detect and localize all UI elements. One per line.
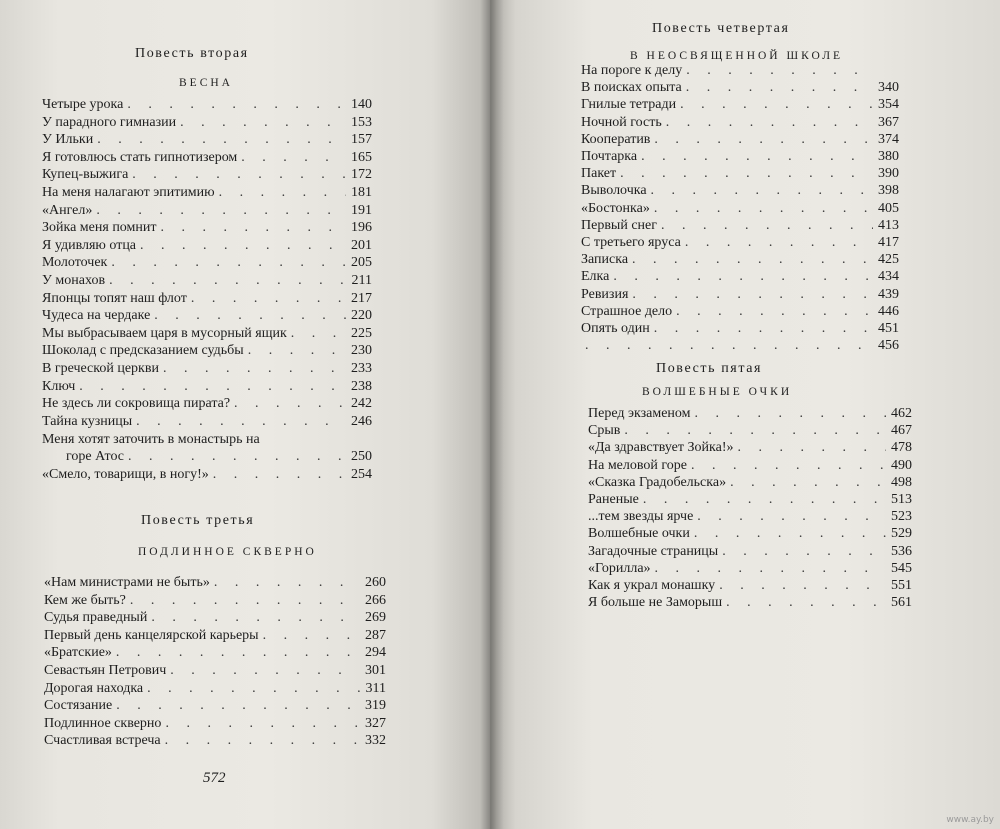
toc-entry (42, 431, 372, 465)
toc-entry-title: Кем же быть? (44, 592, 126, 608)
leader-dots (655, 561, 886, 577)
toc-entry (42, 220, 372, 236)
leader-dots (691, 458, 886, 474)
leader-dots (726, 595, 886, 611)
leader-dots (585, 338, 873, 354)
leader-dots (291, 326, 346, 342)
toc-entry-page: 446 (878, 303, 899, 319)
toc-entry-title: Меня хотят заточить в монастырь на (42, 432, 260, 448)
part2-heading: Повесть вторая (135, 46, 249, 61)
leader-dots (241, 150, 346, 166)
leader-dots (722, 544, 886, 560)
toc-entry (588, 406, 912, 422)
toc-entry-page: 462 (891, 406, 912, 421)
leader-dots (165, 733, 360, 749)
toc-entry-page: 545 (891, 560, 912, 576)
toc-entry (42, 97, 372, 113)
leader-dots (163, 361, 346, 377)
toc-entry-page: 157 (351, 132, 372, 148)
toc-entry-page: 490 (891, 457, 912, 473)
leader-dots (140, 238, 346, 254)
leader-dots (180, 115, 346, 131)
leader-dots (132, 167, 346, 183)
toc-entry-title: Загадочные страницы (588, 543, 719, 559)
toc-entry (42, 185, 372, 201)
toc-entry-title: Судья праведный (44, 610, 148, 626)
leader-dots (685, 235, 873, 251)
leader-dots (161, 220, 346, 236)
part4-subtitle: В НЕОСВЯЩЕННОЙ ШКОЛЕ (630, 50, 844, 62)
toc-entry-title: Ключ (42, 378, 76, 394)
toc-entry-title: Севастьян Петрович (44, 663, 167, 678)
toc-entry (42, 238, 372, 254)
part2-subtitle: ВЕСНА (179, 77, 233, 89)
toc-entry-title: Кооператив (581, 131, 651, 147)
toc-entry-page: 398 (878, 183, 899, 199)
toc-entry-title: Как я украл монашку (588, 578, 716, 593)
toc-entry-title: Перед экзаменом (588, 406, 691, 421)
toc-entry-page: 201 (351, 237, 372, 253)
leader-dots (686, 63, 873, 79)
leader-dots (643, 492, 886, 508)
toc-entry-page: 467 (891, 423, 912, 439)
toc-entry (42, 414, 372, 430)
toc-entry-title: Ревизия (581, 286, 629, 302)
toc-entry (42, 203, 372, 219)
toc-entry (42, 361, 372, 377)
toc-entry-page: 327 (365, 715, 386, 731)
leader-dots (128, 448, 346, 465)
toc-entry (42, 396, 372, 412)
leader-dots (127, 97, 346, 113)
toc-entry-page: 374 (878, 131, 899, 147)
toc-entry (588, 458, 912, 474)
toc-entry-title: Шоколад с предсказанием судьбы (42, 343, 244, 359)
toc-entry-title: Состязание (44, 698, 113, 714)
leader-dots (654, 201, 873, 217)
leader-dots (147, 681, 360, 697)
toc-entry (44, 698, 386, 714)
leader-dots (632, 287, 873, 303)
toc-entry-page: 220 (351, 308, 372, 324)
toc-entry-page: 529 (891, 526, 912, 542)
toc-entry-title: Первый день канцелярской карьеры (44, 627, 259, 643)
leader-dots (632, 252, 873, 268)
leader-dots (234, 396, 346, 412)
toc-entry-page: 451 (878, 321, 899, 336)
toc-entry-page: 413 (878, 217, 899, 233)
leader-dots (694, 526, 886, 542)
toc-entry-page: 478 (891, 440, 912, 456)
right-page (490, 0, 1000, 829)
toc-entry-title: Ночной гость (581, 114, 662, 130)
leader-dots (680, 97, 873, 113)
leader-dots (654, 132, 873, 148)
part4-heading: Повесть четвертая (652, 21, 790, 36)
part5-heading: Повесть пятая (656, 361, 763, 376)
toc-entry-title: Я больше не Заморыш (588, 595, 723, 611)
toc-entry-title: Молоточек (42, 255, 108, 271)
toc-entry (44, 681, 386, 697)
leader-dots (116, 698, 360, 714)
toc-entry-title: С третьего яруса (581, 235, 681, 250)
toc-entry-page: 354 (878, 97, 899, 113)
toc-entry-title: У парадного гимназии (42, 114, 177, 130)
toc-entry (581, 287, 899, 303)
toc-entry (44, 575, 386, 591)
toc-entry-title: ...тем звезды ярче (588, 509, 694, 525)
toc-entry-title: Дорогая находка (44, 680, 144, 696)
toc-entry-page: 380 (878, 149, 899, 164)
toc-entry (44, 628, 386, 644)
toc-entry (42, 308, 372, 324)
toc-entry-title: Чудеса на чердаке (42, 308, 151, 324)
toc-entry-page: 301 (365, 663, 386, 678)
part3-subtitle: ПОДЛИННОЕ СКВЕРНО (138, 546, 317, 558)
leader-dots (695, 406, 886, 422)
toc-entry-title: Я удивляю отца (42, 237, 137, 253)
toc-entry-page: 269 (365, 610, 386, 626)
toc-entry (581, 97, 899, 113)
leader-dots (654, 321, 873, 337)
toc-entry (588, 509, 912, 525)
toc-entry-page: 319 (365, 698, 386, 714)
toc-entry (588, 423, 912, 439)
toc-entry-title: Опять один (581, 321, 650, 336)
leader-dots (738, 440, 887, 456)
toc-entry-page: 390 (878, 166, 899, 182)
leader-dots (661, 218, 873, 234)
toc-entry-page: 217 (351, 290, 372, 306)
toc-entry (581, 218, 899, 234)
toc-entry-title: Елка (581, 269, 610, 285)
toc-entry-title: Первый снег (581, 217, 657, 233)
toc-entry (42, 150, 372, 166)
leader-dots (719, 578, 886, 594)
leader-dots (214, 575, 360, 591)
toc-entry-page: 551 (891, 578, 912, 593)
toc-entry-page: 254 (351, 466, 372, 482)
leader-dots (263, 628, 360, 644)
toc-entry (42, 132, 372, 148)
toc-entry-title: «Да здравствует Зойка!» (588, 440, 734, 456)
toc-entry (581, 183, 899, 199)
toc-entry (581, 201, 899, 217)
toc-entry-title: «Нам министрами не быть» (44, 575, 210, 590)
toc-entry (588, 526, 912, 542)
toc-entry-title: Четыре урока (42, 97, 124, 112)
leader-dots (165, 716, 360, 732)
leader-dots (79, 379, 346, 395)
toc-entry (588, 492, 912, 508)
toc-entry-page: 332 (365, 733, 386, 749)
toc-entry-page: 266 (365, 592, 386, 608)
leader-dots (697, 509, 886, 525)
leader-dots (191, 291, 346, 307)
toc-entry-title: Почтарка (581, 149, 638, 164)
toc-entry-page: 425 (878, 252, 899, 268)
part3-heading: Повесть третья (141, 513, 255, 528)
toc-entry (44, 593, 386, 609)
toc-entry-page: 523 (891, 509, 912, 525)
toc-entry-title: Купец-выжига (42, 167, 129, 183)
toc-entry-page: 287 (365, 627, 386, 643)
toc-entry-title: Зойка меня помнит (42, 220, 157, 236)
toc-entry-title-cont: горе Атос (66, 449, 125, 465)
toc-entry-title: «Смело, товарищи, в ногу!» (42, 466, 209, 482)
toc-entry (581, 252, 899, 268)
leader-dots (651, 183, 873, 199)
leader-dots (151, 610, 360, 626)
toc-entry (581, 166, 899, 182)
toc-entry-title: «Ангел» (42, 202, 93, 218)
toc-entry (588, 440, 912, 456)
toc-entry-page: 140 (351, 97, 372, 112)
toc-entry-page: 172 (351, 167, 372, 183)
toc-entry (581, 63, 899, 79)
toc-entry (44, 645, 386, 661)
toc-entry (588, 578, 912, 594)
toc-entry-title: У монахов (42, 273, 106, 288)
toc-entry-title: «Сказка Градобельска» (588, 474, 727, 490)
part5-subtitle: ВОЛШЕБНЫЕ ОЧКИ (642, 386, 793, 398)
watermark: www.ay.by (946, 815, 994, 825)
toc-entry-page: 260 (365, 575, 386, 590)
leader-dots (154, 308, 346, 324)
leader-dots (136, 414, 346, 430)
toc-entry-page: 294 (365, 645, 386, 661)
toc-entry-page: 225 (351, 325, 372, 341)
toc-entry-title: Мы выбрасываем царя в мусорный ящик (42, 325, 287, 341)
toc-entry (581, 80, 899, 96)
toc-entry-title: «Братские» (44, 645, 112, 661)
toc-entry-page: 367 (878, 114, 899, 130)
toc-entry-title: Тайна кузницы (42, 413, 133, 429)
leader-dots (170, 663, 360, 679)
toc-entry-page: 439 (878, 286, 899, 302)
toc-entry-title: В греческой церкви (42, 361, 159, 376)
toc-entry (588, 595, 912, 611)
toc-entry (588, 561, 912, 577)
toc-entry-page: 340 (878, 80, 899, 96)
toc-entry-page: 242 (351, 396, 372, 412)
toc-entry-page: 561 (891, 595, 912, 611)
toc-entry-title: На меня налагают эпитимию (42, 185, 215, 200)
toc-entry-page: 513 (891, 492, 912, 507)
leader-dots (97, 132, 346, 148)
toc-entry-title: Подлинное скверно (44, 715, 162, 731)
leader-dots (219, 185, 346, 201)
toc-entry-title: Пакет (581, 166, 617, 182)
leader-dots (666, 115, 873, 131)
leader-dots (620, 166, 873, 182)
toc-entry-title: Выволочка (581, 183, 647, 199)
leader-dots (676, 304, 873, 320)
leader-dots (116, 645, 360, 661)
toc-entry (42, 379, 372, 395)
toc-entry (581, 304, 899, 320)
toc-entry-page: 498 (891, 474, 912, 490)
toc-entry-page: 246 (351, 413, 372, 429)
toc-entry-page: 405 (878, 200, 899, 216)
leader-dots (624, 423, 886, 439)
toc-entry-page: 434 (878, 269, 899, 285)
toc-entry (44, 663, 386, 679)
toc-entry (588, 475, 912, 491)
toc-entry-page: 191 (351, 202, 372, 218)
toc-entry-page: 233 (351, 361, 372, 376)
toc-entry (42, 467, 372, 483)
leader-dots (109, 273, 346, 289)
toc-entry-title: Срыв (588, 423, 621, 439)
toc-entry (44, 716, 386, 732)
toc-entry-title: На пороге к делу (581, 63, 683, 78)
left-page (0, 0, 490, 829)
leader-dots (111, 255, 346, 271)
toc-entry (42, 291, 372, 307)
toc-entry-title: У Ильки (42, 132, 94, 148)
toc-entry-page: 250 (351, 449, 372, 465)
toc-entry-page: 181 (351, 185, 372, 200)
toc-entry-page: 238 (351, 378, 372, 394)
book-gutter (480, 0, 504, 829)
toc-entry (42, 273, 372, 289)
toc-entry-title: Волшебные очки (588, 526, 690, 542)
leader-dots (96, 203, 346, 219)
toc-entry (581, 269, 899, 285)
page-number: 572 (203, 770, 226, 786)
toc-entry-page: 165 (351, 149, 372, 165)
toc-entry-page: 456 (878, 338, 899, 354)
toc-entry-title: Раненые (588, 492, 639, 507)
toc-entry-page: 153 (351, 114, 372, 130)
toc-entry-title: Страшное дело (581, 303, 673, 319)
toc-entry-page: 205 (351, 255, 372, 271)
toc-entry-title: На меловой горе (588, 457, 687, 473)
toc-entry (42, 343, 372, 359)
toc-entry-page: 311 (365, 680, 386, 696)
toc-entry-title: Не здесь ли сокровища пирата? (42, 396, 231, 412)
toc-entry-title: «Горилла» (588, 560, 651, 576)
toc-entry-title: Я готовлюсь стать гипнотизером (42, 149, 238, 165)
toc-entry-page: 536 (891, 543, 912, 559)
toc-entry (42, 255, 372, 271)
toc-entry (581, 149, 899, 165)
toc-entry (42, 115, 372, 131)
toc-entry-title: «Бостонка» (581, 200, 650, 216)
leader-dots (686, 80, 873, 96)
leader-dots (248, 343, 346, 359)
toc-entry-page: 417 (878, 235, 899, 250)
toc-entry-title: Записка (581, 252, 629, 268)
toc-entry (44, 733, 386, 749)
toc-entry-title: Счастливая встреча (44, 733, 161, 749)
leader-dots (213, 467, 346, 483)
toc-entry-page: 196 (351, 220, 372, 236)
toc-entry (581, 235, 899, 251)
toc-entry (581, 338, 899, 354)
toc-entry-title: Японцы топят наш флот (42, 290, 187, 306)
toc-entry (588, 544, 912, 560)
leader-dots (641, 149, 873, 165)
toc-entry (581, 321, 899, 337)
toc-entry (581, 132, 899, 148)
toc-entry (44, 610, 386, 626)
toc-entry (42, 167, 372, 183)
leader-dots (613, 269, 873, 285)
toc-entry-page: 230 (351, 343, 372, 359)
leader-dots (130, 593, 360, 609)
leader-dots (730, 475, 886, 491)
toc-entry (42, 326, 372, 342)
toc-entry-title: Гнилые тетради (581, 97, 677, 113)
toc-entry-title: В поисках опыта (581, 80, 682, 96)
toc-entry-page: 211 (351, 273, 372, 288)
toc-entry (581, 115, 899, 131)
